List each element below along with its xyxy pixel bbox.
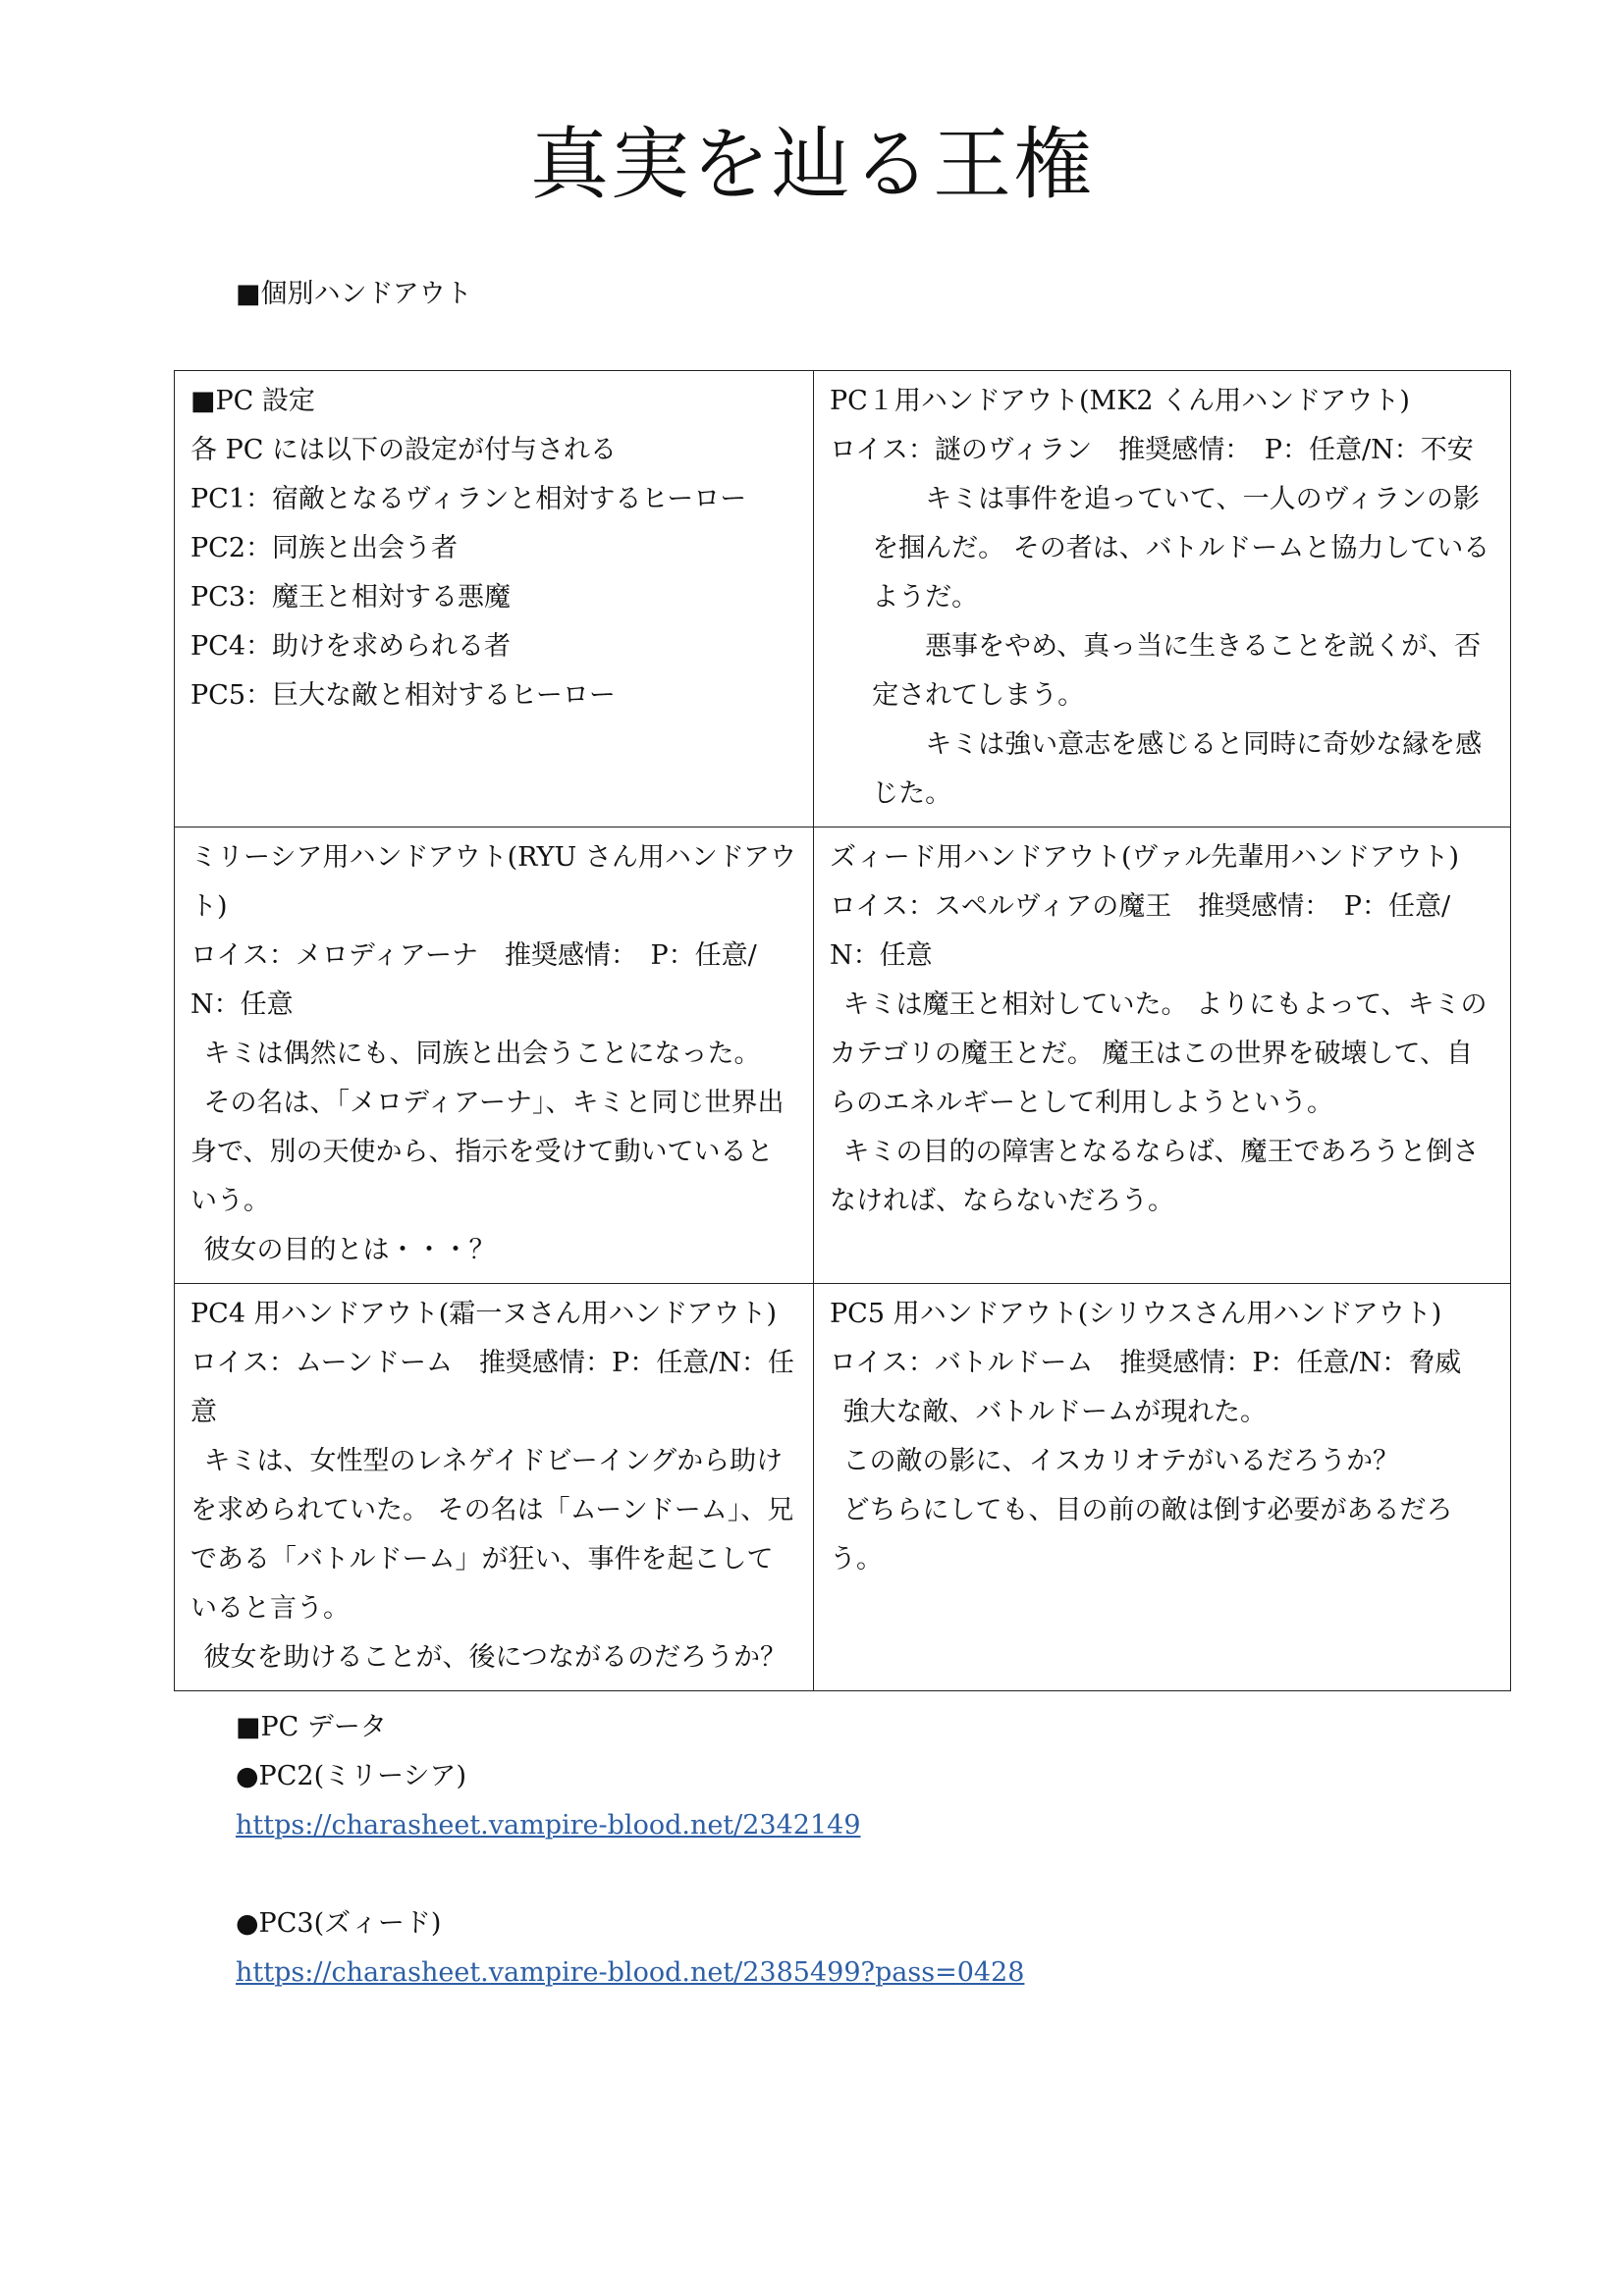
cell-paragraph: どちらにしても、目の前の敵は倒す必要があるだろう。	[830, 1495, 1453, 1575]
cell-line: 各 PC には以下の設定が付与される	[190, 435, 617, 465]
cell-heading: ■PC 設定	[190, 386, 315, 416]
pc2-sheet-link[interactable]: https://charasheet.vampire-blood.net/2342149	[236, 1810, 861, 1841]
cell-line: PC5：巨大な敵と相対するヒーロー	[190, 680, 616, 711]
cell-heading: PC5 用ハンドアウト(シリウスさん用ハンドアウト)	[830, 1299, 1442, 1329]
cell-line: PC2：同族と出会う者	[190, 533, 459, 563]
cell-lois: ロイス：謎のヴィラン 推奨感情： P：任意/N：不安	[830, 435, 1474, 465]
handout-table	[174, 370, 1511, 1691]
milisia-handout-cell	[175, 828, 814, 1284]
cell-line: PC4：助けを求められる者	[190, 631, 512, 662]
cell-line: PC3：魔王と相対する悪魔	[190, 582, 512, 613]
individual-handout-heading: ■個別ハンドアウト	[236, 279, 472, 309]
pc-data-heading: ■PC データ	[236, 1712, 387, 1742]
cell-lois: ロイス：メロディアーナ 推奨感情： P：任意/N：任意	[190, 940, 757, 1020]
cell-heading: PC4 用ハンドアウト(霜一ヌさん用ハンドアウト)	[190, 1299, 778, 1329]
table-row	[175, 828, 1511, 1284]
pc5-handout-cell	[814, 1284, 1511, 1691]
cell-heading: PC１用ハンドアウト(MK2 くん用ハンドアウト)	[830, 386, 1410, 416]
table-row	[175, 1284, 1511, 1691]
pc3-sheet-link[interactable]: https://charasheet.vampire-blood.net/2385499?pass=0428	[236, 1957, 1025, 1988]
cell-paragraph: キミは強い意志を感じると同時に奇妙な縁を感じた。	[872, 729, 1483, 809]
pc-data-section	[236, 1703, 1024, 1998]
cell-paragraph: 彼女の目的とは・・・？	[203, 1235, 496, 1265]
cell-lois: ロイス：スペルヴィアの魔王 推奨感情： P：任意/N：任意	[830, 891, 1451, 971]
cell-paragraph: この敵の影に、イスカリオテがいるだろうか？	[842, 1446, 1399, 1476]
cell-line: PC1：宿敵となるヴィランと相対するヒーロー	[190, 484, 747, 514]
cell-paragraph: キミの目的の障害となるならば、魔王であろうと倒さなければ、ならないだろう。	[830, 1137, 1480, 1216]
zveed-handout-cell	[814, 828, 1511, 1284]
cell-paragraph: キミは偶然にも、同族と出会うことになった。	[203, 1039, 761, 1069]
cell-paragraph: 悪事をやめ、真っ当に生きることを説くが、否定されてしまう。	[872, 631, 1482, 711]
pc-settings-cell	[175, 371, 814, 828]
pc4-handout-cell	[175, 1284, 814, 1691]
cell-paragraph: キミは事件を追っていて、一人のヴィランの影を掴んだ。 その者は、バトルドームと協力しているようだ。	[872, 484, 1490, 613]
pc3-label: ●PC3(ズィード)	[236, 1908, 442, 1939]
spacer	[236, 1850, 1024, 1899]
cell-lois: ロイス：バトルドーム 推奨感情：P：任意/N：脅威	[830, 1348, 1462, 1378]
cell-paragraph: 強大な敵、バトルドームが現れた。	[842, 1397, 1267, 1427]
cell-paragraph: 彼女を助けることが、後につながるのだろうか？	[203, 1642, 786, 1673]
cell-paragraph: キミは魔王と相対していた。 よりにもよって、キミのカテゴリの魔王とだ。 魔王はこの世界を破壊して、自らのエネルギーとして利用しようという。	[830, 989, 1488, 1118]
cell-heading: ズィード用ハンドアウト(ヴァル先輩用ハンドアウト)	[830, 842, 1459, 873]
pc1-handout-cell	[814, 371, 1511, 828]
cell-paragraph: キミは、女性型のレネゲイドビーイングから助けを求められていた。 その名は「ムーンドーム」、兄である「バトルドーム」が狂い、事件を起こしていると言う。	[190, 1446, 794, 1624]
page-title: 真実を辿る王権	[530, 119, 1094, 210]
cell-lois: ロイス：ムーンドーム 推奨感情：P：任意/N：任意	[190, 1348, 794, 1427]
table-row	[175, 371, 1511, 828]
cell-paragraph: その名は、「メロディアーナ」、キミと同じ世界出身で、別の天使から、指示を受けて動いているという。	[190, 1088, 785, 1216]
cell-heading: ミリーシア用ハンドアウト(RYU さん用ハンドアウト)	[190, 842, 797, 922]
pc2-label: ●PC2(ミリーシア)	[236, 1761, 467, 1791]
